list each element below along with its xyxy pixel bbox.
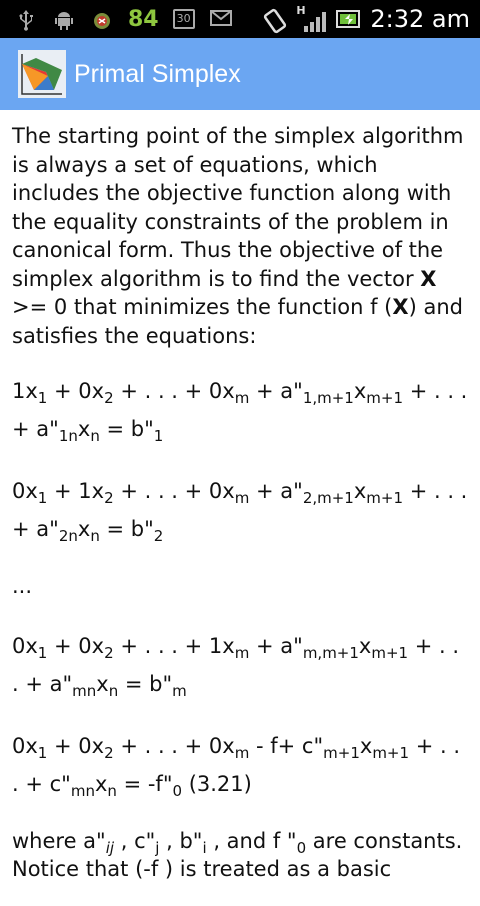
bug-icon bbox=[90, 8, 114, 30]
notification-area bbox=[14, 6, 233, 32]
article-body bbox=[12, 122, 470, 906]
status-bar bbox=[0, 0, 480, 38]
signal-icon bbox=[296, 6, 326, 32]
notification-count: 84 bbox=[128, 6, 159, 32]
clock: 2:32 am bbox=[370, 5, 470, 33]
android-icon bbox=[52, 8, 76, 30]
equation-4: $0x_1 + 0x_2$ + . . . + $0x_m - f+$ $c"_{m+1}x_{m+1}$ + . . . + $c"_{mn}x_n$ = $-f"_0$ (3.21) bbox=[12, 733, 461, 800]
ellipsis-line: ... bbox=[12, 574, 33, 598]
equation-1: $1x_1 + 0x_2$ + . . . + $0x_m$ + $a"_{1,m+1}x_{m+1}$ + . . . + $a"_{1n}x_n$ = $b"_1$ bbox=[12, 379, 468, 445]
battery-icon bbox=[336, 8, 360, 30]
equation-2: $0x_1 + 1x_2$ + . . . + $0x_m$ + $a"_{2,m+1}x_{m+1}$ + . . . + $a"_{2n}x_n$ = $b"_2$ bbox=[12, 479, 468, 545]
action-bar bbox=[0, 38, 480, 110]
mail-icon bbox=[209, 8, 233, 30]
system-icons bbox=[262, 4, 470, 34]
usb-icon bbox=[14, 8, 38, 30]
closing-paragraph: where $a"_{ij}$ , $c"_j$ , $b"_i$ , and f "$_0$ are constants. Notice that (-f ) is treated as a basic bbox=[12, 828, 463, 881]
equation-3: $0x_1 + 0x_2$ + . . . + $1x_m$ + $a"_{m,m+1}x_{m+1}$ + . . . + $a"_{mn}x_n$ = $b"_m$ bbox=[12, 633, 460, 700]
intro-paragraph: The starting point of the simplex algorithm is always a set of equations, which includes the objective function along with the equality constraints of the problem in canonical form. Thus the objective of the simplex algorithm is to find the vector X >= 0 that minimizes the function f (X) and satisfies the equations: bbox=[12, 124, 464, 348]
app-logo-icon[interactable] bbox=[18, 50, 66, 98]
rotation-icon bbox=[262, 8, 286, 30]
app-title: Primal Simplex bbox=[74, 59, 241, 88]
network-type: H bbox=[296, 4, 306, 17]
calendar-icon: 30 bbox=[173, 9, 195, 29]
